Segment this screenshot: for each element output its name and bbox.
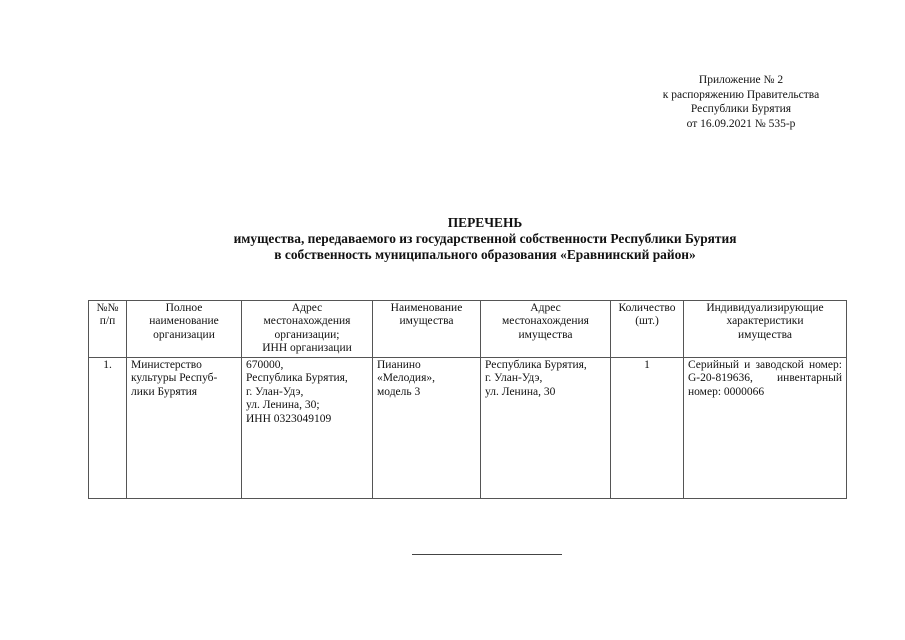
- header-num: №№ п/п: [89, 301, 127, 358]
- closing-rule: [412, 554, 562, 555]
- cell-characteristics: Серийный и заводской номер: G-20-819636, инвентарный номер: 0000066: [684, 358, 847, 499]
- table-row: [89, 358, 847, 499]
- header-property-address: Адрес местонахождения имущества: [481, 301, 611, 358]
- header-characteristics: Индивидуализирующие характеристики имущества: [684, 301, 847, 358]
- document-heading: [100, 215, 870, 263]
- appendix-line: Приложение № 2: [698, 74, 784, 86]
- cell-org-name: Министерство культуры Респуб- лики Бурятия: [127, 358, 242, 499]
- cell-property-address: Республика Бурятия, г. Улан-Удэ, ул. Ленина, 30: [481, 358, 611, 499]
- header-org-address: Адрес местонахождения организации; ИНН организации: [242, 301, 373, 358]
- document-title: ПЕРЕЧЕНЬ: [447, 215, 523, 230]
- cell-property-name: Пианино «Мелодия», модель 3: [373, 358, 481, 499]
- table-header-row: [89, 301, 847, 358]
- header-org-name: Полное наименование организации: [127, 301, 242, 358]
- appendix-line: от 16.09.2021 № 535-р: [686, 117, 796, 130]
- header-property-name: Наименование имущества: [373, 301, 481, 358]
- document-subtitle-line: в собственность муниципального образования «Еравнинский район»: [274, 247, 696, 262]
- appendix-line: к распоряжению Правительства: [662, 88, 820, 101]
- cell-org-address: 670000, Республика Бурятия, г. Улан-Удэ, ул. Ленина, 30; ИНН 0323049109: [242, 358, 373, 499]
- cell-quantity: 1: [611, 358, 684, 499]
- appendix-line: Республики Бурятия: [690, 103, 792, 116]
- cell-num: 1.: [89, 358, 127, 499]
- document-subtitle-line: имущества, передаваемого из государственной собственности Республики Бурятия: [233, 231, 737, 246]
- property-table: [88, 300, 847, 499]
- appendix-block: [640, 73, 842, 131]
- header-quantity: Количество (шт.): [611, 301, 684, 358]
